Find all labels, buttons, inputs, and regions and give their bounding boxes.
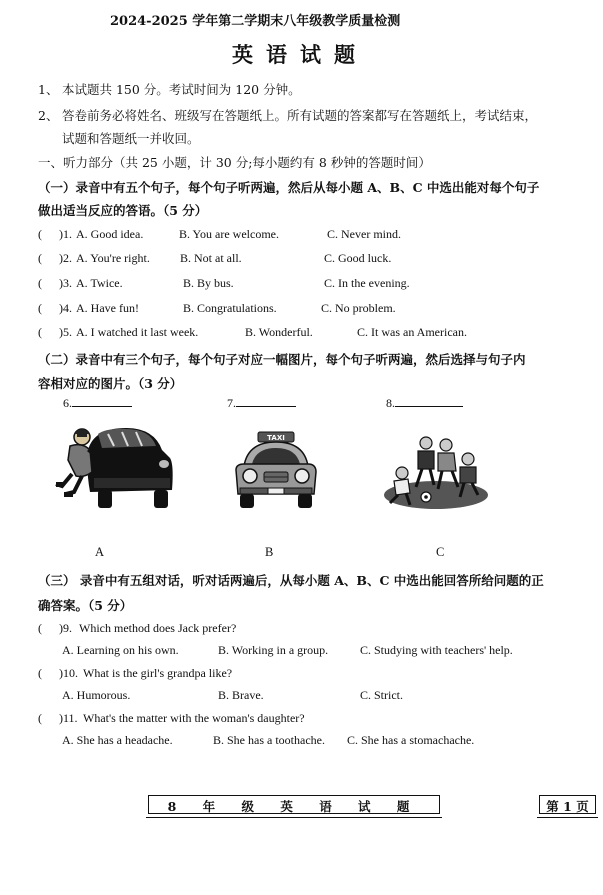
picture-label-b: B xyxy=(265,545,274,559)
answer-paren[interactable]: ( xyxy=(38,227,42,241)
taxi-icon xyxy=(232,430,318,512)
kids-playing-football-icon xyxy=(380,433,490,511)
option-a: A. Have fun! xyxy=(76,301,139,315)
question-number: )4. xyxy=(59,301,72,315)
blank-label: 6. xyxy=(63,396,72,410)
question-number: )1. xyxy=(59,227,72,241)
note-2-num: 2、 xyxy=(38,108,59,123)
blank-label: 8. xyxy=(386,396,395,410)
option-a: A. She has a headache. xyxy=(62,733,173,747)
option-c: C. In the evening. xyxy=(324,276,410,290)
option-b: B. Not at all. xyxy=(180,251,242,265)
footer-title-box xyxy=(148,795,440,814)
question-text: What is the girl's grandpa like? xyxy=(83,666,233,680)
option-c: C. Studying with teachers' help. xyxy=(360,643,513,657)
question-text: Which method does Jack prefer? xyxy=(79,621,237,635)
note-2-cont: 试题和答题纸一并收回。 xyxy=(62,131,200,146)
svg-text:TAXI: TAXI xyxy=(267,434,285,442)
part3-instr-1: （三） 录音中有五组对话，听对话两遍后，从每小题 A、B、C 中选出能回答所给问题的正 xyxy=(38,573,544,588)
answer-paren[interactable]: ( xyxy=(38,251,42,265)
option-c: C. No problem. xyxy=(321,301,396,315)
part1-instr-2: 做出适当反应的答语。（5 分） xyxy=(38,203,208,218)
answer-paren[interactable]: ( xyxy=(38,666,42,680)
question-number: )11. xyxy=(59,711,78,725)
option-c: C. It was an American. xyxy=(357,325,467,339)
question-number: )9. xyxy=(59,621,72,635)
option-b: B. Congratulations. xyxy=(183,301,277,315)
picture-label-a: A xyxy=(95,545,105,559)
option-b: B. Wonderful. xyxy=(245,325,313,339)
section-heading: 一、听力部分（共 25 小题，计 30 分;每小题约有 8 秒钟的答题时间） xyxy=(38,155,431,170)
page-title: 英语试题 xyxy=(232,42,368,67)
option-a: A. Humorous. xyxy=(62,688,131,702)
option-c: C. She has a stomachache. xyxy=(347,733,475,747)
question-number: )2. xyxy=(59,251,72,265)
option-b: B. You are welcome. xyxy=(179,227,279,241)
blank-8[interactable] xyxy=(386,395,463,411)
blank-label: 7. xyxy=(227,396,236,410)
option-a: A. I watched it last week. xyxy=(76,325,199,339)
question-text: What's the matter with the woman's daughter? xyxy=(83,711,305,725)
part2-instr-2: 容相对应的图片。（3 分） xyxy=(38,376,183,391)
option-c: C. Never mind. xyxy=(327,227,401,241)
page-number: 第 1 页 xyxy=(546,799,589,814)
answer-paren[interactable]: ( xyxy=(38,711,42,725)
part3-instr-2: 确答案。（5 分） xyxy=(38,598,133,613)
note-1-text: 本试题共 150 分。考试时间为 120 分钟。 xyxy=(62,82,301,97)
note-2-text: 答卷前务必将姓名、班级写在答题纸上。所有试题的答案都写在答题纸上，考试结束， xyxy=(62,108,538,123)
option-a: A. Learning on his own. xyxy=(62,643,179,657)
footer-title: 8 年 级 英 语 试 题 xyxy=(167,799,421,814)
answer-paren[interactable]: ( xyxy=(38,301,42,315)
option-c: C. Strict. xyxy=(360,688,404,702)
page-number-box xyxy=(539,795,596,814)
option-c: C. Good luck. xyxy=(324,251,392,265)
note-1-num: 1、 xyxy=(38,82,59,97)
option-b: B. Working in a group. xyxy=(218,643,329,657)
exam-name: 2024-2025 学年第二学期末八年级教学质量检测 xyxy=(110,14,401,29)
question-number: )5. xyxy=(59,325,72,339)
answer-paren[interactable]: ( xyxy=(38,325,42,339)
option-b: B. By bus. xyxy=(183,276,234,290)
question-number: )3. xyxy=(59,276,72,290)
answer-paren[interactable]: ( xyxy=(38,621,42,635)
option-a: A. You're right. xyxy=(76,251,150,265)
picture-label-c: C xyxy=(436,545,445,559)
question-number: )10. xyxy=(59,666,78,680)
part2-instr-1: （二）录音中有三个句子，每个句子对应一幅图片，每个句子听两遍，然后选择与句子内 xyxy=(38,352,526,367)
man-washing-car-icon xyxy=(54,420,178,512)
option-b: B. She has a toothache. xyxy=(213,733,325,747)
option-a: A. Twice. xyxy=(76,276,123,290)
option-b: B. Brave. xyxy=(218,688,264,702)
answer-paren[interactable]: ( xyxy=(38,276,42,290)
option-a: A. Good idea. xyxy=(76,227,144,241)
part1-instr-1: （一）录音中有五个句子，每个句子听两遍，然后从每小题 A、B、C 中选出能对每个句子 xyxy=(38,180,540,195)
blank-7[interactable] xyxy=(227,395,296,411)
blank-6[interactable] xyxy=(63,395,132,411)
